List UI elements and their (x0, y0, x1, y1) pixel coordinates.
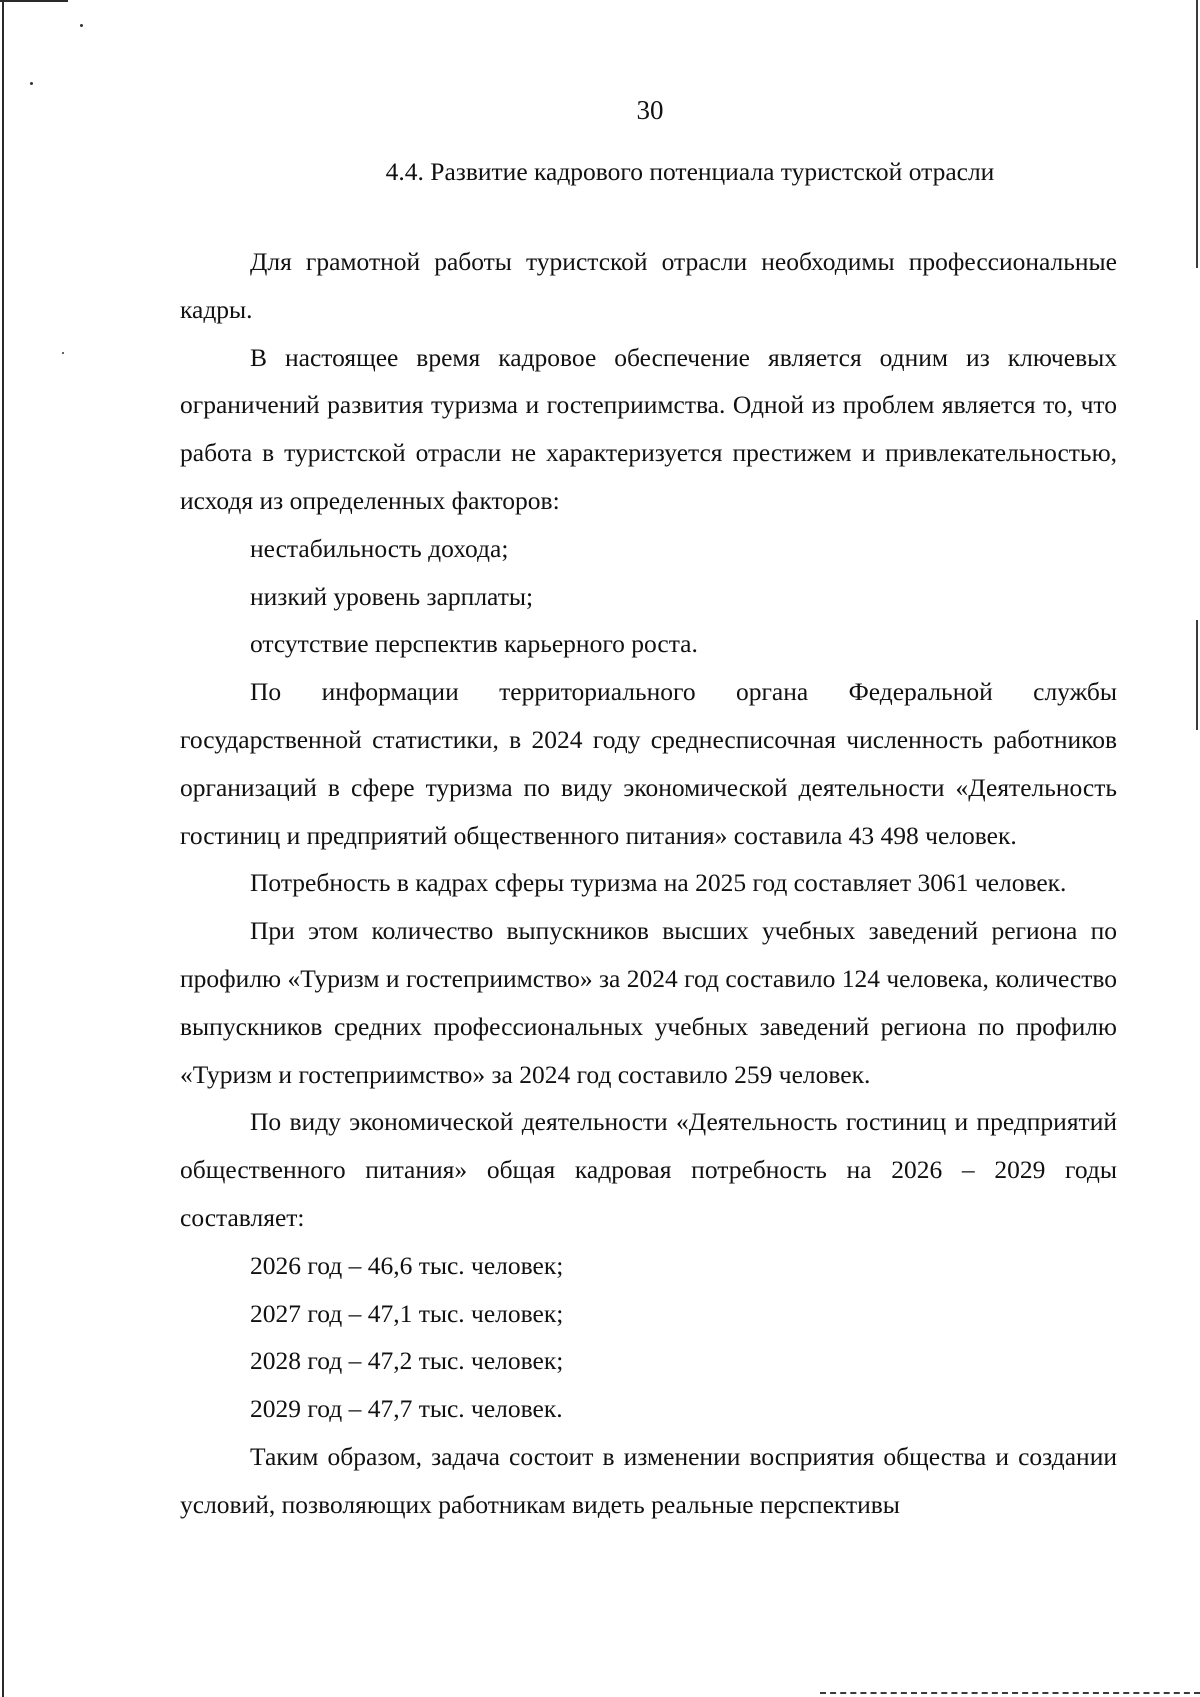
list-item: низкий уровень зарплаты; (250, 581, 534, 611)
scan-edge-left (2, 0, 4, 1697)
paragraph: По информации территориального органа Федеральной службы государственной статистики, в 2024 году среднесписочная численность работников организаций в сфере туризма по виду экономической деятельности «Деятельность гостиниц и предприятий общественного питания» составила 43 498 человек. (180, 677, 1117, 850)
list-item: 2028 год – 47,2 тыс. человек; (250, 1346, 564, 1376)
scan-speck (80, 24, 83, 27)
scan-edge-right (1196, 620, 1198, 730)
scan-speck (62, 352, 64, 354)
paragraph: По виду экономической деятельности «Деятельность гостиниц и предприятий общественного питания» общая кадровая потребность на 2026 – 2029 годы составляет: (180, 1107, 1117, 1232)
paragraph: Таким образом, задача состоит в изменении восприятия общества и создании условий, позволяющих работникам видеть реальные перспективы (180, 1441, 1117, 1519)
list-item: 2029 год – 47,7 тыс. человек. (250, 1394, 563, 1424)
list-item: нестабильность дохода; (250, 533, 509, 563)
body-text (180, 238, 1117, 1529)
paragraph: Для грамотной работы туристской отрасли необходимы профессиональные кадры. (180, 247, 1117, 324)
list-item: 2026 год – 46,6 тыс. человек; (250, 1250, 564, 1280)
section-title: 4.4. Развитие кадрового потенциала туристской отрасли (385, 157, 995, 186)
paragraph: В настоящее время кадровое обеспечение является одним из ключевых ограничений развития туризма и гостеприимства. Одной из проблем является то, что работа в туристской отрасли не характеризуется престижем и привлекательностью, исходя из определенных факторов: (180, 342, 1117, 515)
page-number: 30 (636, 95, 664, 125)
scan-edge-top (0, 0, 68, 2)
paragraph: Потребность в кадрах сферы туризма на 2025 год составляет 3061 человек. (250, 868, 1067, 898)
scan-edge-bottom (820, 1692, 1200, 1694)
scan-edge-right (1196, 0, 1198, 268)
paragraph: При этом количество выпускников высших учебных заведений региона по профилю «Туризм и гостеприимство» за 2024 год составило 124 человека, количество выпускников средних профессиональных учебных заведений региона по профилю «Туризм и гостеприимство» за 2024 год составило 259 человек. (180, 916, 1117, 1089)
list-item: отсутствие перспектив карьерного роста. (250, 629, 698, 659)
scan-speck (30, 82, 33, 85)
list-item: 2027 год – 47,1 тыс. человек; (250, 1298, 564, 1328)
